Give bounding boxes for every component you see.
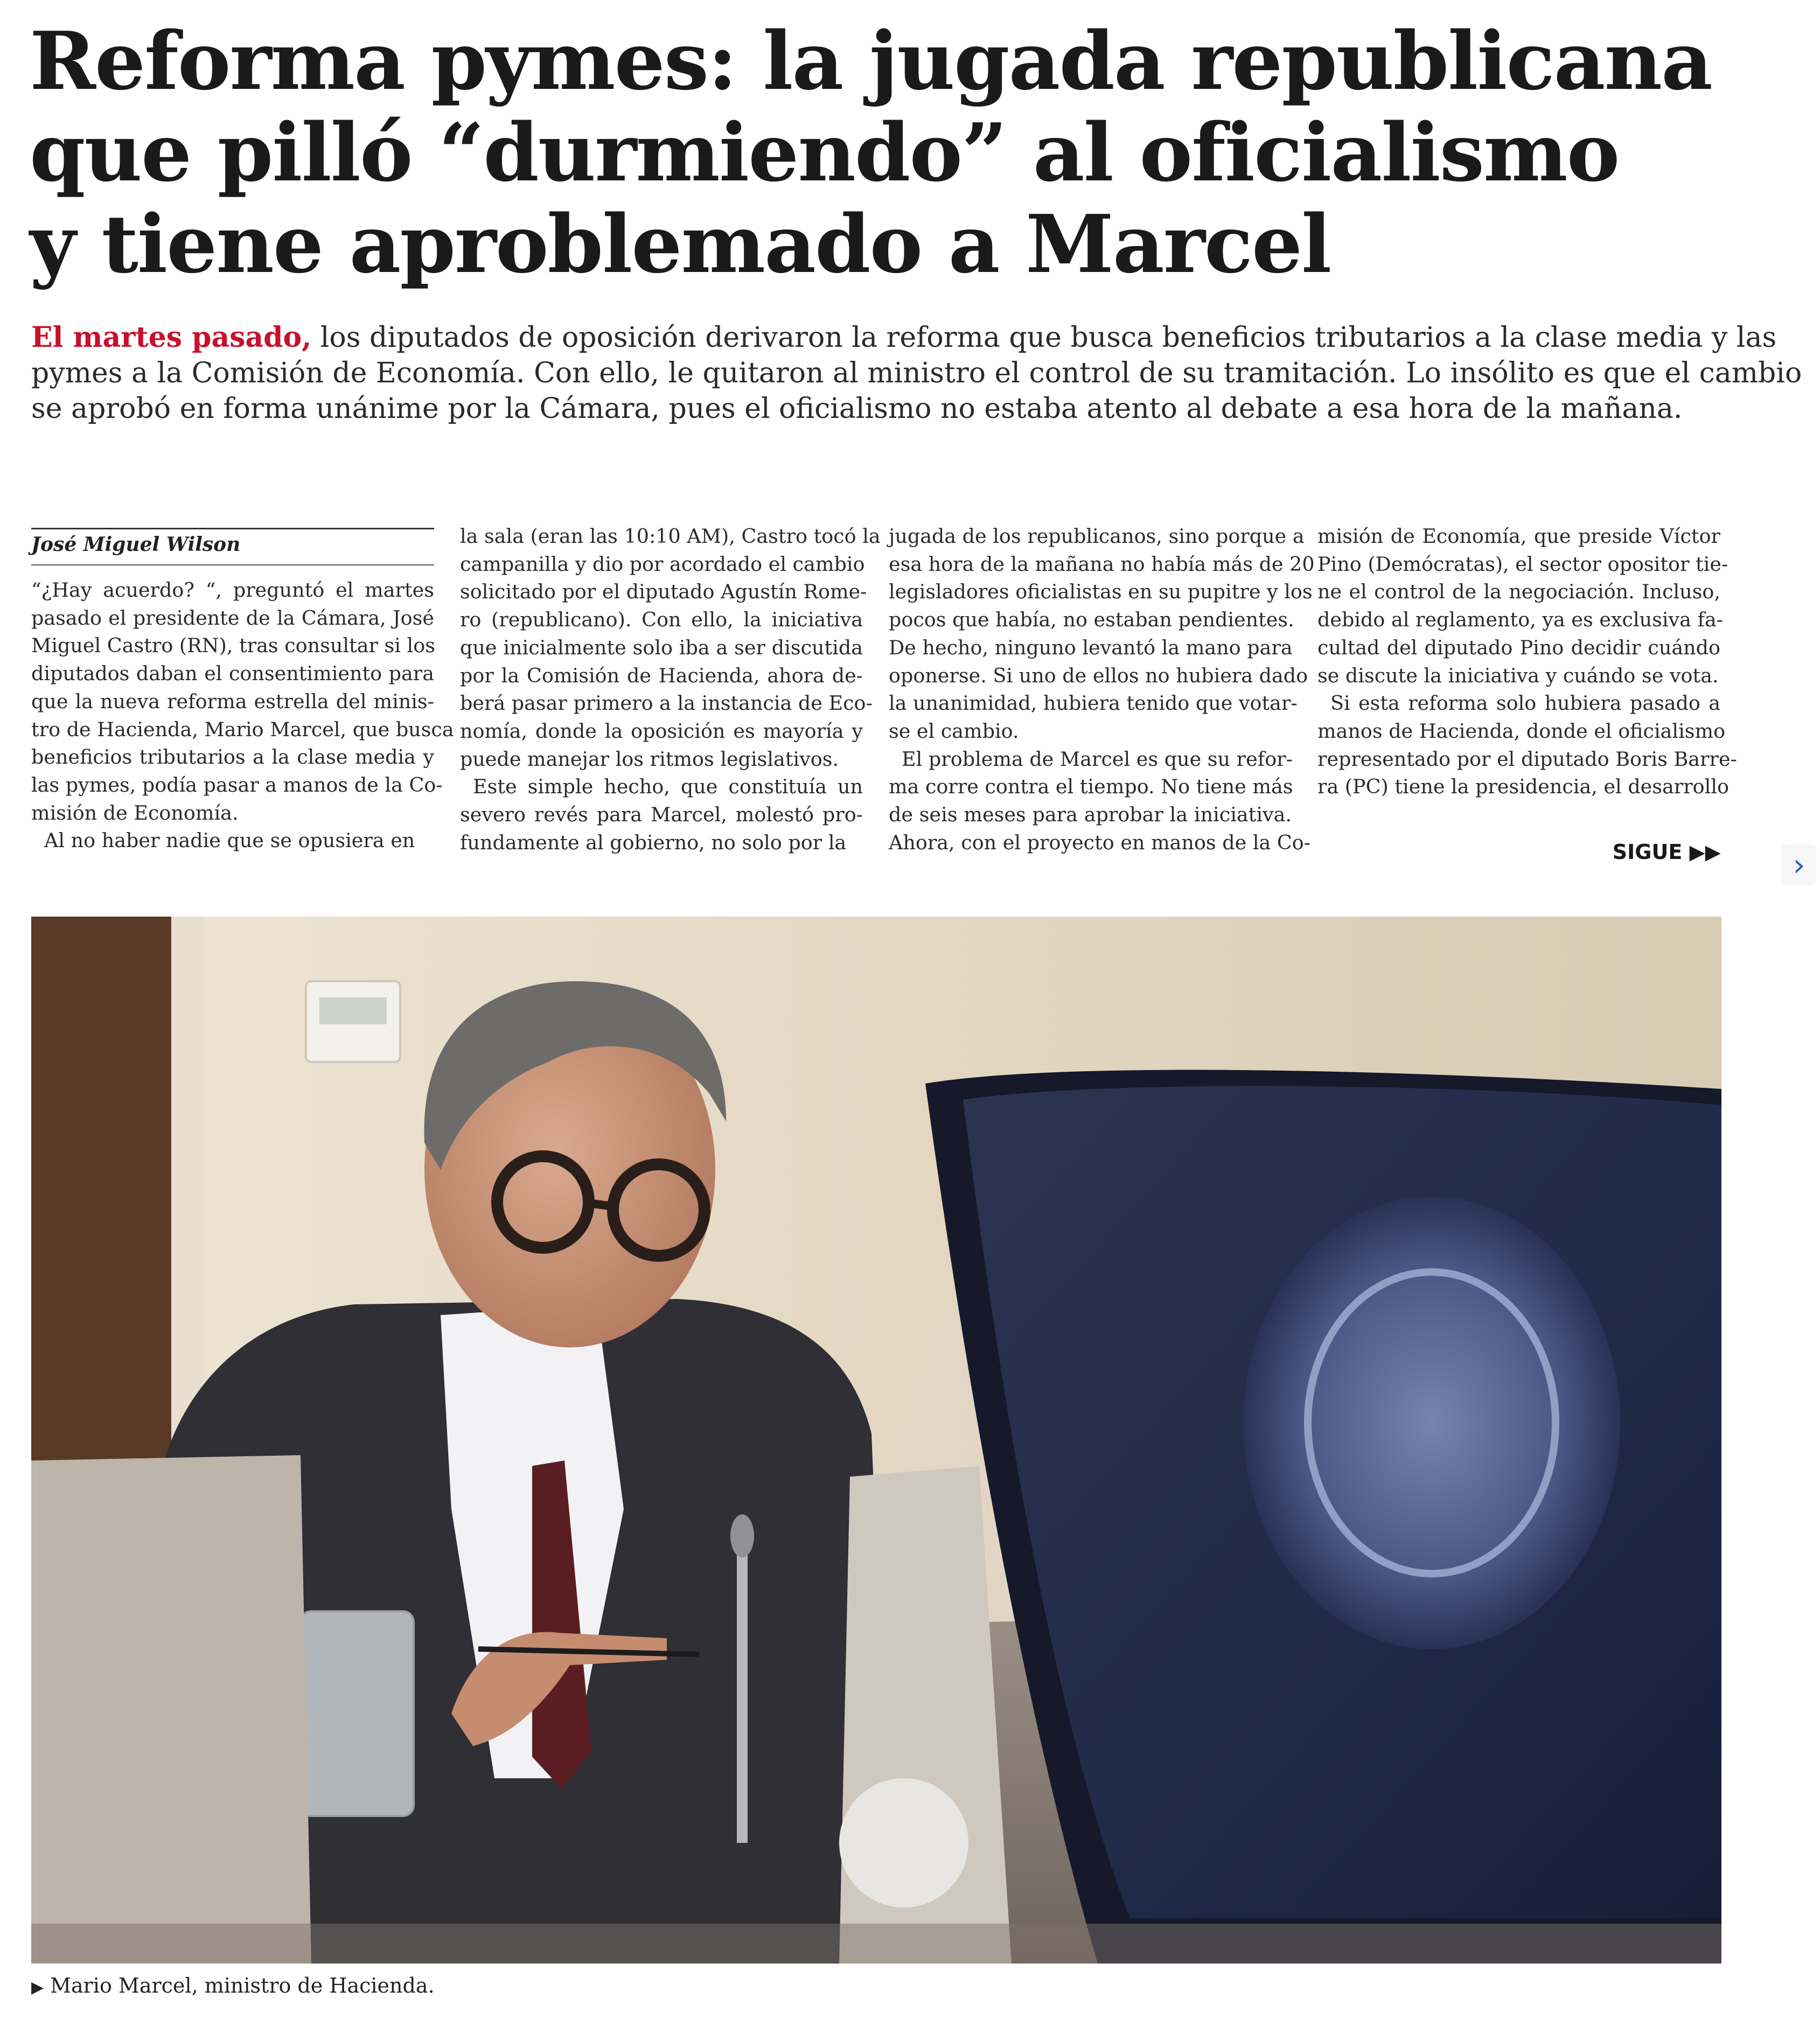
photo-illustration xyxy=(31,917,1721,1964)
body-text-line: legisladores oficialistas en su pupitre y los xyxy=(889,580,1313,604)
body-text-line: se el cambio. xyxy=(889,719,1019,743)
byline: José Miguel Wilson xyxy=(31,533,241,556)
body-text-line: cultad del diputado Pino decidir cuándo xyxy=(1317,635,1720,659)
body-text-line: las pymes, podía pasar a manos de la Co- xyxy=(31,773,443,797)
body-text-line: se discute la iniciativa y cuándo se vota. xyxy=(1317,663,1719,687)
body-text-line: pocos que había, no estaban pendientes. xyxy=(889,608,1294,632)
headline-line: Reforma pymes: la jugada republicana xyxy=(30,14,1712,108)
body-text-line: tro de Hacienda, Mario Marcel, que busca xyxy=(31,717,454,741)
desk-object xyxy=(839,1778,968,1908)
body-text-line: pasado el presidente de la Cámara, José xyxy=(31,606,434,630)
body-text-line: la unanimidad, hubiera tenido que votar- xyxy=(889,691,1298,715)
microphone-stand xyxy=(737,1541,748,1843)
body-text-line: campanilla y dio por acordado el cambio xyxy=(460,552,865,576)
body-text-line: fundamente al gobierno, no solo por la xyxy=(460,830,847,854)
body-text-line: puede manejar los ritmos legislativos. xyxy=(460,747,839,771)
article-photo xyxy=(31,917,1721,1964)
body-column-2 xyxy=(460,522,881,856)
body-text-line: que inicialmente solo iba a ser discutida xyxy=(460,635,863,659)
body-text-line: manos de Hacienda, donde el oficialismo xyxy=(1317,719,1726,743)
body-text-line: misión de Economía, que preside Víctor xyxy=(1317,525,1720,548)
headline-line: que pilló “durmiendo” al oficialismo xyxy=(30,106,1619,199)
body-text-line: ro (republicano). Con ello, la iniciativa xyxy=(460,608,863,632)
body-text-line: “¿Hay acuerdo? “, preguntó el martes xyxy=(31,578,434,602)
screen-logo xyxy=(1243,1197,1620,1649)
body-text-line: ra (PC) tiene la presidencia, el desarrollo xyxy=(1317,775,1729,799)
body-text-line: ne el control de la negociación. Incluso, xyxy=(1317,580,1720,604)
body-text-line: que la nueva reforma estrella del minis- xyxy=(31,689,434,713)
microphone xyxy=(730,1514,754,1557)
chevron-right-icon: › xyxy=(1793,847,1805,883)
caption-text: Mario Marcel, ministro de Hacienda. xyxy=(50,1974,435,1997)
body-text-line: oponerse. Si uno de ellos no hubiera dado xyxy=(889,663,1308,687)
headline-line: y tiene aproblemado a Marcel xyxy=(30,197,1331,291)
body-text-line: por la Comisión de Hacienda, ahora de- xyxy=(460,663,863,687)
body-text-line: esa hora de la mañana no había más de 20 xyxy=(889,552,1315,576)
body-text-line: Este simple hecho, que constituía un xyxy=(473,775,863,799)
body-text-line: Ahora, con el proyecto en manos de la Co- xyxy=(889,830,1311,854)
body-text-line: nomía, donde la oposición es mayoría y xyxy=(460,719,863,743)
lede-line: se aprobó en forma unánime por la Cámara, pues el oficialismo no estaba atento al debate a esa hora de la mañana. xyxy=(31,393,1683,425)
body-text-line: Al no haber nadie que se opusiera en xyxy=(44,829,415,853)
caption-arrow-icon: ▶ xyxy=(31,1978,44,1997)
lede-text: los diputados de oposición derivaron la reforma que busca beneficios tributarios a la clase media y las xyxy=(311,322,1777,354)
byline-rule xyxy=(31,564,434,565)
byline-rule xyxy=(31,528,434,529)
photo-caption xyxy=(31,1974,1701,1997)
body-text-line: diputados daban el consentimiento para xyxy=(31,662,434,686)
body-text-line: Miguel Castro (RN), tras consultar si los xyxy=(31,634,435,658)
continue-label: SIGUE ▶▶ xyxy=(1612,840,1721,864)
lede-line xyxy=(31,320,1777,355)
body-text-line: Si esta reforma solo hubiera pasado a xyxy=(1330,691,1720,715)
body-text-line: debido al reglamento, ya es exclusiva fa- xyxy=(1317,608,1724,632)
body-text-line: berá pasar primero a la instancia de Eco- xyxy=(460,691,873,715)
body-text-line: ma corre contra el tiempo. No tiene más xyxy=(889,775,1293,799)
body-text-line: severo revés para Marcel, molestó pro- xyxy=(460,803,863,827)
body-text-line: De hecho, ninguno levantó la mano para xyxy=(889,635,1293,659)
body-text-line: de seis meses para aprobar la iniciativa. xyxy=(889,803,1292,827)
glass xyxy=(301,1611,414,1816)
headline xyxy=(30,15,1726,290)
lede-paragraph xyxy=(31,320,1802,427)
lede-line: pymes a la Comisión de Economía. Con ello, le quitaron al ministro el control de su tramitación. Lo insólito es que el cambio xyxy=(31,357,1802,389)
laptop-left xyxy=(31,1455,311,1964)
body-text-line: Pino (Demócratas), el sector opositor tie- xyxy=(1317,552,1728,576)
body-column-3 xyxy=(889,522,1315,856)
lede-lead-in: El martes pasado, xyxy=(31,321,312,354)
body-text-line: El problema de Marcel es que su refor- xyxy=(902,747,1293,771)
body-text-line: misión de Economía. xyxy=(31,801,239,825)
body-text-line: la sala (eran las 10:10 AM), Castro tocó la xyxy=(460,525,881,548)
body-column-4 xyxy=(1317,522,1737,801)
body-text-line: representado por el diputado Boris Barre- xyxy=(1317,747,1737,771)
next-page-button[interactable] xyxy=(1782,844,1816,885)
body-text-line: solicitado por el diputado Agustín Rome- xyxy=(460,580,867,604)
body-text-line: beneficios tributarios a la clase media y xyxy=(31,745,434,769)
body-text-line: jugada de los republicanos, sino porque a xyxy=(889,525,1305,548)
body-column-1 xyxy=(31,576,454,855)
thermostat-display xyxy=(319,997,387,1024)
